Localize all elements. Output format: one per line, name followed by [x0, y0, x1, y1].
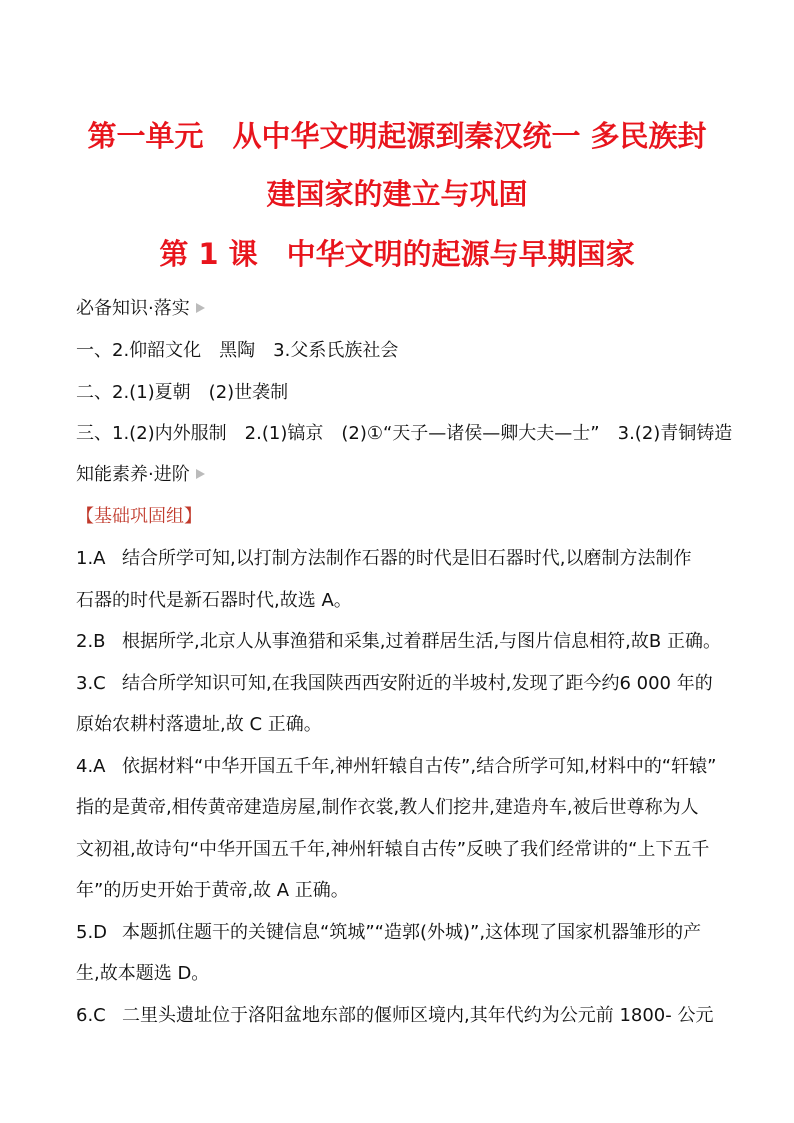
answer-text: 二里头遗址位于洛阳盆地东部的偃师区境内,其年代约为公元前 1800- 公元 — [122, 1005, 714, 1026]
section-ability-label: 知能素养·进阶 — [76, 464, 190, 485]
triangle-marker-icon — [196, 303, 205, 313]
answer-line: 年”的历史开始于黄帝,故 A 正确。 — [76, 880, 349, 901]
answer-number: 2.B — [76, 631, 106, 652]
unit-title-line-2: 建国家的建立与巩固 — [266, 177, 528, 211]
answer-line: 原始农耕村落遗址,故 C 正确。 — [76, 714, 322, 735]
answer-text: 结合所学知识可知,在我国陕西西安附近的半坡村,发现了距今约6 000 年的 — [122, 673, 713, 694]
section-must-know — [76, 294, 205, 320]
section-must-know-label: 必备知识·落实 — [76, 298, 190, 319]
answer-number: 6.C — [76, 1005, 106, 1026]
knowledge-line-3: 三、1.(2)内外服制 2.(1)镐京 (2)①“天子—诸侯—卿大夫—士” 3.(2)青铜铸造 — [76, 423, 733, 444]
answer-line — [76, 627, 721, 653]
answer-text: 本题抓住题干的关键信息“筑城”“造郭(外城)”,这体现了国家机器雏形的产 — [122, 922, 702, 943]
answer-number: 5.D — [76, 922, 108, 943]
answer-text: 结合所学可知,以打制方法制作石器的时代是旧石器时代,以磨制方法制作 — [122, 548, 692, 569]
answer-line — [76, 1001, 713, 1027]
answer-line: 生,故本题选 D。 — [76, 963, 210, 984]
answer-line: 文初祖,故诗句“中华开国五千年,神州轩辕自古传”反映了我们经常讲的“上下五千 — [76, 839, 710, 860]
answer-number: 1.A — [76, 548, 106, 569]
answer-line: 指的是黄帝,相传黄帝建造房屋,制作衣裳,教人们挖井,建造舟车,被后世尊称为人 — [76, 797, 699, 818]
basic-group-heading: 【基础巩固组】 — [76, 506, 202, 527]
answer-line — [76, 669, 713, 695]
answer-line — [76, 918, 701, 944]
unit-title-line-1: 第一单元 从中华文明起源到秦汉统一 多民族封 — [87, 119, 707, 153]
section-ability — [76, 460, 205, 486]
answer-number: 3.C — [76, 673, 106, 694]
answer-text: 根据所学,北京人从事渔猎和采集,过着群居生活,与图片信息相符,故B 正确。 — [122, 631, 721, 652]
answer-line — [76, 544, 691, 570]
answer-line: 石器的时代是新石器时代,故选 A。 — [76, 590, 352, 611]
knowledge-line-1: 一、2.仰韶文化 黑陶 3.父系氏族社会 — [76, 340, 399, 361]
answer-text: 依据材料“中华开国五千年,神州轩辕自古传”,结合所学可知,材料中的“轩辕” — [122, 756, 717, 777]
triangle-marker-icon — [196, 469, 205, 479]
answer-number: 4.A — [76, 756, 106, 777]
knowledge-line-2: 二、2.(1)夏朝 (2)世袭制 — [76, 382, 289, 403]
answer-line — [76, 752, 716, 778]
lesson-title: 第 1 课 中华文明的起源与早期国家 — [159, 237, 635, 271]
